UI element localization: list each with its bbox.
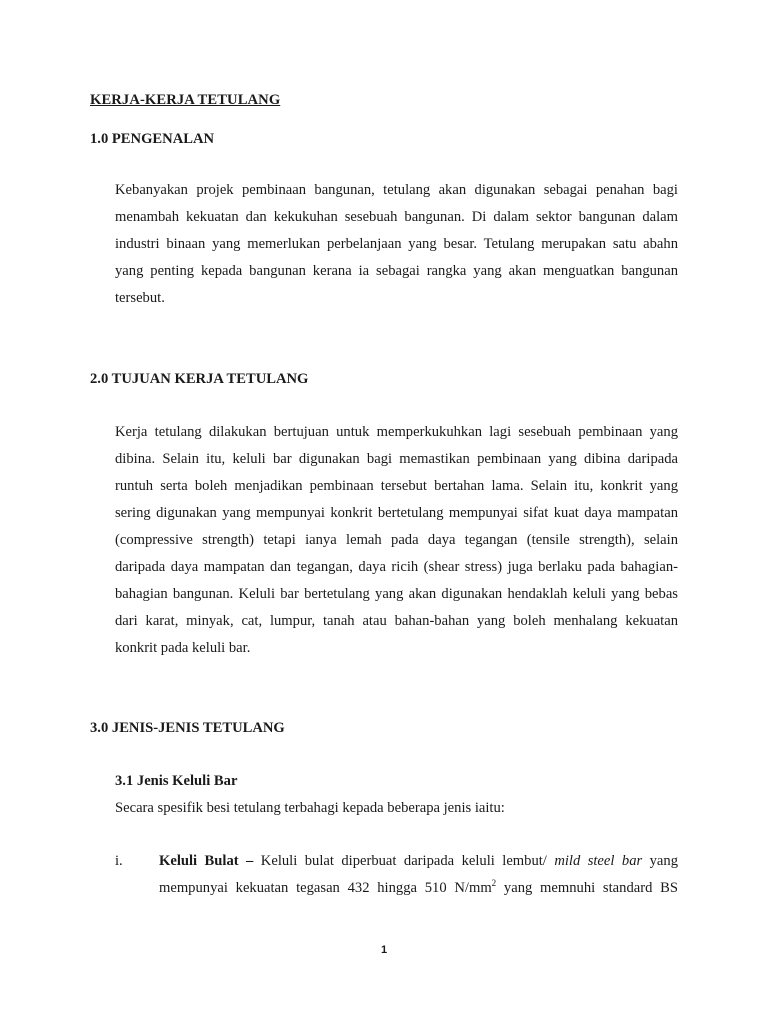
section-heading-jenis: 3.0 JENIS-JENIS TETULANG [90,720,285,736]
subsection-intro: Secara spesifik besi tetulang terbahagi kepada beberapa jenis iaitu: [115,800,505,816]
list-item [159,848,678,902]
list-item-text: Keluli bulat diperbuat daripada keluli lembut/ [253,853,555,869]
paragraph-line: yang penting kepada bangunan kerana ia sebagai rangka yang akan menguatkan bangunan [115,263,678,279]
paragraph-line: Kerja tetulang dilakukan bertujuan untuk memperkukuhkan lagi sesebuah pembinaan yang [115,424,678,440]
section-heading-tujuan: 2.0 TUJUAN KERJA TETULANG [90,371,309,387]
paragraph-tujuan [115,419,678,662]
paragraph-line: sering digunakan yang mempunyai konkrit bertetulang mempunyai sifat kuat daya mampatan [115,505,678,521]
list-item-italic: mild steel bar [554,853,643,869]
paragraph-line: dari karat, minyak, cat, lumpur, tanah atau bahan-bahan yang boleh menhalang kekuatan [115,613,678,629]
paragraph-line: Kebanyakan projek pembinaan bangunan, tetulang akan digunakan sebagai penahan bagi [115,182,678,198]
paragraph-line: runtuh serta boleh menjadikan pembinaan tersebut bertahan lama. Selain itu, konkrit yang [115,478,678,494]
paragraph-line: tersebut. [115,290,165,306]
document-title: KERJA-KERJA TETULANG [90,92,281,108]
list-item-marker: i. [115,853,123,869]
page-number: 1 [380,944,388,956]
subsection-heading-keluli-bar: 3.1 Jenis Keluli Bar [115,773,238,789]
paragraph-line: daripada daya mampatan dan tegangan, daya ricih (shear stress) juga berlaku pada bahagian- [115,559,678,575]
list-item-text-end: yang memnuhi standard BS [496,880,678,896]
section-heading-pengenalan: 1.0 PENGENALAN [90,131,215,147]
paragraph-line: (compressive strength) tetapi ianya lemah pada daya tegangan (tensile strength), selain [115,532,678,548]
paragraph-line: konkrit pada keluli bar. [115,640,251,656]
list-item-text-end: yang [642,853,678,869]
list-item-term: Keluli Bulat – [159,853,254,869]
paragraph-line: bahagian bangunan. Keluli bar bertetulang yang akan digunakan hendaklah keluli yang bebas [115,586,678,602]
paragraph-line: dibina. Selain itu, keluli bar digunakan bagi memastikan pembinaan yang dibina daripada [115,451,678,467]
paragraph-pengenalan [115,177,678,312]
list-item-line [159,875,678,902]
list-item-line [159,848,678,875]
superscript: 2 [491,878,497,889]
list-item-text: mempunyai kekuatan tegasan 432 hingga 510 N/mm [159,880,492,896]
paragraph-line: industri binaan yang memerlukan perbelanjaan yang besar. Tetulang merupakan satu abahn [115,236,678,252]
paragraph-line: menambah kekuatan dan kekukuhan sesebuah bangunan. Di dalam sektor bangunan dalam [115,209,678,225]
